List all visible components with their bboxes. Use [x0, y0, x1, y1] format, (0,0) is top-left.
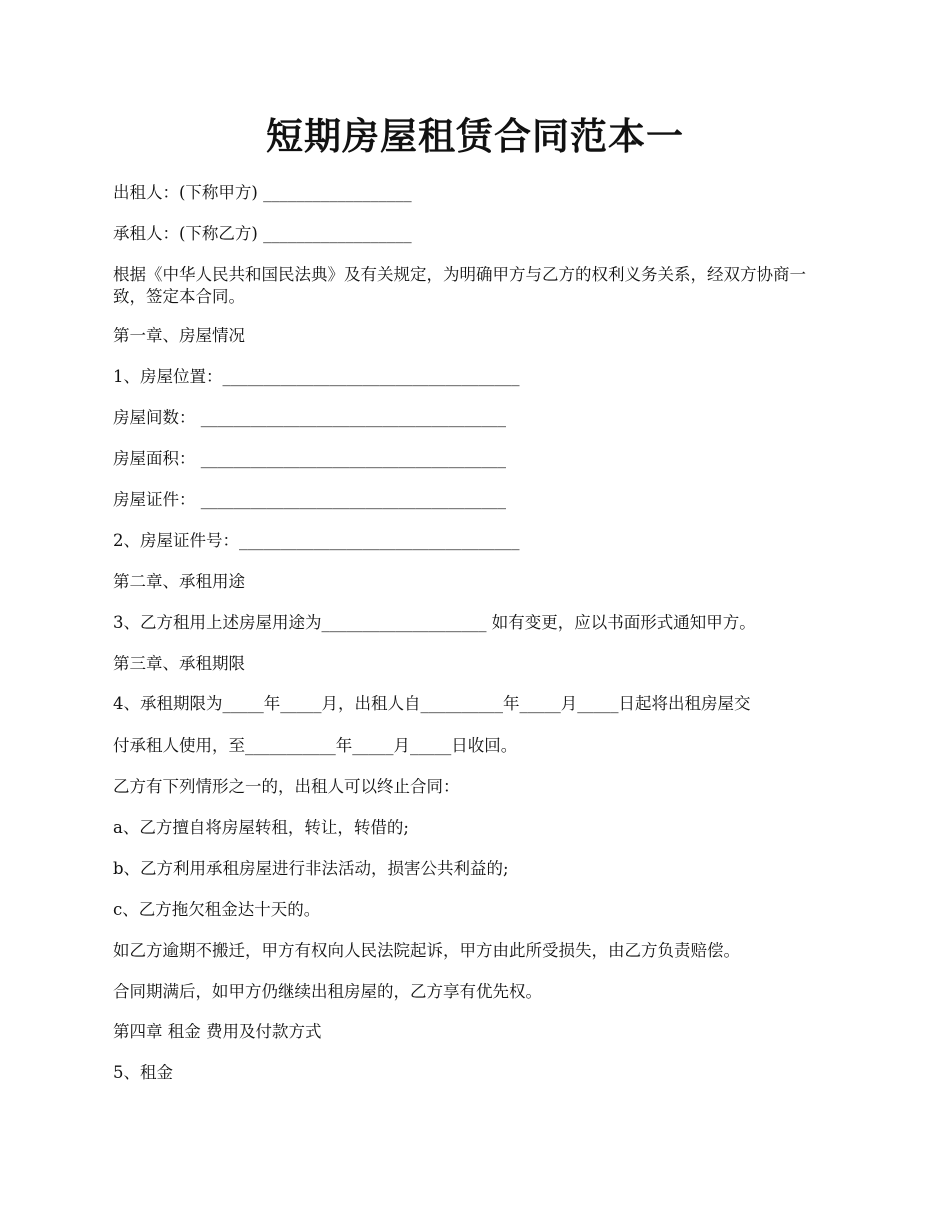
priority-clause: 合同期满后，如甲方仍继续出租房屋的，乙方享有优先权。 — [113, 982, 542, 1001]
chapter-2-heading: 第二章、承租用途 — [113, 572, 245, 591]
chapter-3-heading: 第三章、承租期限 — [113, 654, 245, 673]
house-location-line: 1、房屋位置：____________________________________ — [113, 367, 520, 386]
document-title: 短期房屋租赁合同范本一 — [266, 114, 684, 158]
eviction-clause: 如乙方逾期不搬迁，甲方有权向人民法院起诉，甲方由此所受损失，由乙方负责赔偿。 — [113, 941, 740, 960]
termination-intro: 乙方有下列情形之一的，出租人可以终止合同： — [113, 777, 460, 796]
chapter-1-heading: 第一章、房屋情况 — [113, 326, 245, 345]
house-rooms-line: 房屋间数： _____________________________________ — [113, 408, 506, 427]
chapter-4-heading: 第四章 租金 费用及付款方式 — [113, 1022, 322, 1041]
house-certificate-line: 房屋证件： _____________________________________ — [113, 490, 506, 509]
lessor-line: 出租人：(下称甲方) __________________ — [113, 183, 412, 202]
termination-item-a: a、乙方擅自将房屋转租，转让，转借的; — [113, 818, 409, 837]
lease-term-clause: 4、承租期限为_____年_____月，出租人自__________年_____月_____日起将出租房屋交 — [113, 694, 751, 713]
preamble-paragraph: 根据《中华人民共和国民法典》及有关规定，为明确甲方与乙方的权利义务关系，经双方协商一致，签定本合同。 — [113, 265, 806, 306]
certificate-number-line: 2、房屋证件号：__________________________________ — [113, 531, 520, 550]
lease-term-clause-continued: 付承租人使用，至___________年_____月_____日收回。 — [113, 736, 518, 755]
termination-item-b: b、乙方利用承租房屋进行非法活动，损害公共利益的; — [113, 859, 509, 878]
rent-item-heading: 5、租金 — [113, 1063, 173, 1082]
usage-clause: 3、乙方租用上述房屋用途为____________________ 如有变更，应以书面形式通知甲方。 — [113, 613, 756, 632]
termination-item-c: c、乙方拖欠租金达十天的。 — [113, 900, 321, 919]
house-area-line: 房屋面积： _____________________________________ — [113, 449, 506, 468]
lessee-line: 承租人：(下称乙方) __________________ — [113, 224, 412, 243]
